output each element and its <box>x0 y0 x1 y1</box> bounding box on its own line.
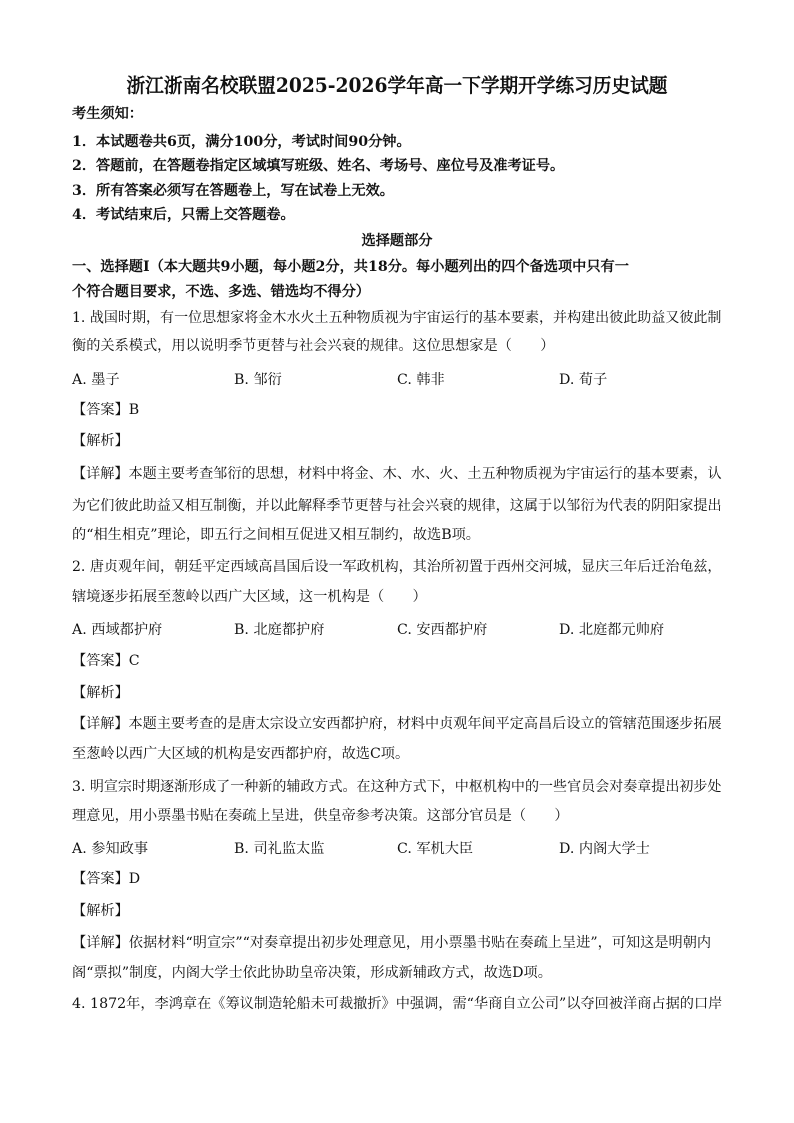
notice-item: 1．本试题卷共6页，满分100分，考试时间90分钟。 <box>72 134 411 150</box>
analysis-label: 【解析】 <box>72 433 129 449</box>
option-d: D. 荀子 <box>559 372 608 388</box>
question-stem: 3. 明宣宗时期逐渐形成了一种新的辅政方式。在这种方式下，中枢机构中的一些官员会对奏章提出初步处 <box>72 779 722 795</box>
notice-item: 2．答题前，在答题卷指定区域填写班级、姓名、考场号、座位号及准考证号。 <box>72 158 565 174</box>
detail-text: 的“相生相克”理论，即五行之间相互促进又相互制约，故选B项。 <box>72 527 480 543</box>
question-stem: 1. 战国时期，有一位思想家将金木水火土五种物质视为宇宙运行的基本要素，并构建出彼此助益又彼此制 <box>72 310 722 326</box>
option-d: D. 北庭都元帅府 <box>559 622 665 638</box>
detail-text: 【详解】依据材料“明宣宗”“对奏章提出初步处理意见，用小票墨书贴在奏疏上呈进”，可知这是明朝内 <box>72 935 712 951</box>
detail-text: 为它们彼此助益又相互制衡，并以此解释季节更替与社会兴衰的规律，这属于以邹衍为代表的阴阳家提出 <box>72 498 722 514</box>
detail-text: 【详解】本题主要考查的是唐太宗设立安西都护府，材料中贞观年间平定高昌后设立的管辖范围逐步拓展 <box>72 716 722 732</box>
detail-text: 【详解】本题主要考查邹衍的思想，材料中将金、木、水、火、土五种物质视为宇宙运行的基本要素，认 <box>72 466 722 482</box>
analysis-label: 【解析】 <box>72 903 129 919</box>
notice-item: 3．所有答案必须写在答题卷上，写在试卷上无效。 <box>72 183 394 199</box>
analysis-label: 【解析】 <box>72 685 129 701</box>
option-a: A. 参知政事 <box>72 841 149 857</box>
option-b: B. 北庭都护府 <box>234 622 325 638</box>
page-title: 浙江浙南名校联盟2025-2026学年高一下学期开学练习历史试题 <box>126 74 668 97</box>
detail-text: 阁“票拟”制度，内阁大学士依此协助皇帝决策，形成新辅政方式，故选D项。 <box>72 965 552 981</box>
option-a: A. 西域都护府 <box>72 622 163 638</box>
question-stem: 辖境逐步拓展至葱岭以西广大区域，这一机构是（ ） <box>72 589 427 605</box>
answer-label: 【答案】D <box>72 871 141 887</box>
part-instructions: 一、选择题Ⅰ（本大题共9小题，每小题2分，共18分。每小题列出的四个备选项中只有一 <box>72 259 629 275</box>
question-stem: 2. 唐贞观年间，朝廷平定西域高昌国后设一军政机构，其治所初置于西州交河城，显庆三年后迁治龟兹， <box>72 559 722 575</box>
option-c: C. 军机大臣 <box>397 841 474 857</box>
option-b: B. 邹衍 <box>234 372 282 388</box>
notice-item: 4．考试结束后，只需上交答题卷。 <box>72 207 295 223</box>
notice-heading: 考生须知： <box>72 106 143 122</box>
question-stem: 4. 1872年，李鸿章在《筹议制造轮船未可裁撤折》中强调，需“华商自立公司”以夺回被洋商占据的口岸 <box>72 996 723 1012</box>
option-c: C. 安西都护府 <box>397 622 488 638</box>
option-d: D. 内阁大学士 <box>559 841 650 857</box>
question-stem: 理意见，用小票墨书贴在奏疏上呈进，供皇帝参考决策。这部分官员是（ ） <box>72 808 569 824</box>
part-instructions: 个符合题目要求，不选、多选、错选均不得分） <box>72 284 370 300</box>
detail-text: 至葱岭以西广大区域的机构是安西都护府，故选C项。 <box>72 746 410 762</box>
answer-label: 【答案】B <box>72 402 140 418</box>
question-stem: 衡的关系模式，用以说明季节更替与社会兴衰的规律。这位思想家是（ ） <box>72 338 555 354</box>
option-b: B. 司礼监太监 <box>234 841 325 857</box>
section-title: 选择题部分 <box>361 233 433 249</box>
option-a: A. 墨子 <box>72 372 120 388</box>
answer-label: 【答案】C <box>72 653 140 669</box>
option-c: C. 韩非 <box>397 372 445 388</box>
